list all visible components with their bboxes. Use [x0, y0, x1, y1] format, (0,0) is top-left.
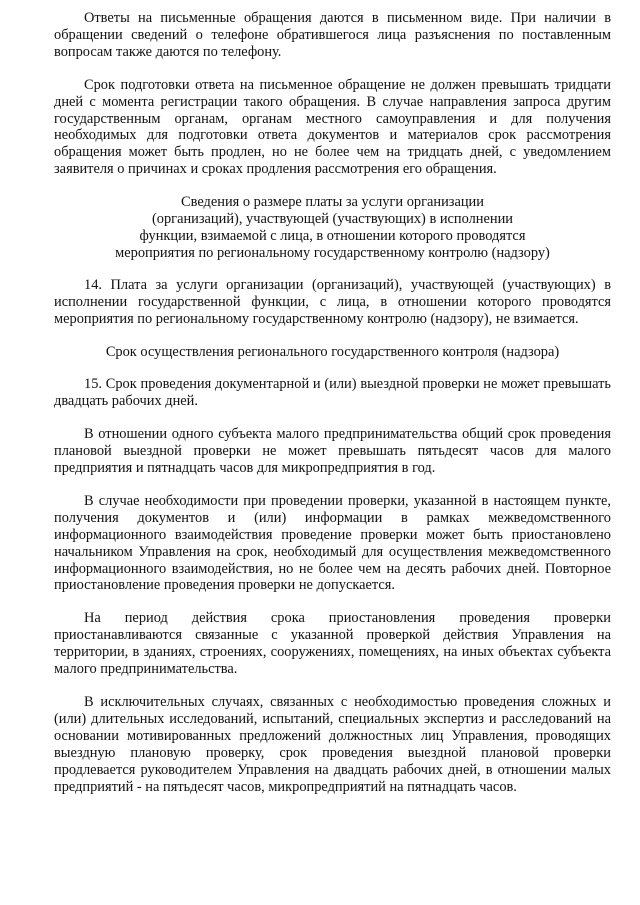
heading-line: (организаций), участвующей (участвующих) в исполнении [151, 211, 514, 228]
paragraph-written-replies: Ответы на письменные обращения даются в письменном виде. При наличии в обращении сведений о телефоне обратившегося лица разъяснения по поставленным вопросам также даются по телефону. [54, 10, 611, 60]
heading-line: мероприятия по региональному государственному контролю (надзору) [115, 244, 550, 261]
paragraph-extension: В исключительных случаях, связанных с необходимостью проведения сложных и (или) длительных исследований, испытаний, специальных экспертиз и расследований на основании мотивированных предложений должностных лиц Управления, проводящих выездную плановую проверку, срок проведения выездной плановой проверки продлевается руководителем Управления на двадцать рабочих дней, в отношении малых предприятий - на пятьдесят часов, микропредприятий на пятнадцать часов. [54, 694, 611, 795]
paragraph-suspension: В случае необходимости при проведении проверки, указанной в настоящем пункте, получения документов и (или) информации в рамках межведомственного информационного взаимодействия проведение проверки может быть приостановлено начальником Управления на срок, необходимый для осуществления межведомственного информационного взаимодействия, но не более чем на десять рабочих дней. Повторное приостановление проведения проверки не допускается. [54, 492, 611, 594]
paragraph-reply-deadline: Срок подготовки ответа на письменное обращение не должен превышать тридцати дней с момента регистрации такого обращения. В случае направления запроса другим государственным органам, органам местного самоуправления и для получения необходимых для подготовки ответа документов и материалов срок рассмотрения обращения может быть продлен, но не более чем на тридцать дней, с уведомлением заявителя о причинах и сроках продления рассмотрения его обращения. [54, 76, 611, 178]
paragraph-suspension-period: На период действия срока приостановления проведения проверки приостанавливаются связанные с указанной проверкой действия Управления на территории, в зданиях, строениях, сооружениях, помещениях, на иных объектах субъекта малого предпринимательства. [54, 610, 611, 678]
heading-line: Сведения о размере платы за услуги организации [181, 194, 484, 211]
paragraph-item-15: 15. Срок проведения документарной и (или) выездной проверки не может превышать двадцать рабочих дней. [54, 376, 611, 410]
section-heading-fee-info [54, 194, 611, 262]
paragraph-small-business-limit: В отношении одного субъекта малого предпринимательства общий срок проведения плановой выездной проверки не может превышать пятьдесят часов для малого предприятия и пятнадцать часов для микропредприятия в год. [54, 426, 611, 477]
section-heading-control-term: Срок осуществления регионального государственного контроля (надзора) [105, 343, 560, 360]
document-page [54, 10, 611, 811]
heading-line: функции, взимаемой с лица, в отношении которого проводятся [139, 227, 526, 244]
paragraph-item-14: 14. Плата за услуги организации (организаций), участвующей (участвующих) в исполнении государственной функции, с лица, в отношении которого проводятся мероприятия по региональному государственному контролю (надзору), не взимается. [54, 276, 611, 327]
